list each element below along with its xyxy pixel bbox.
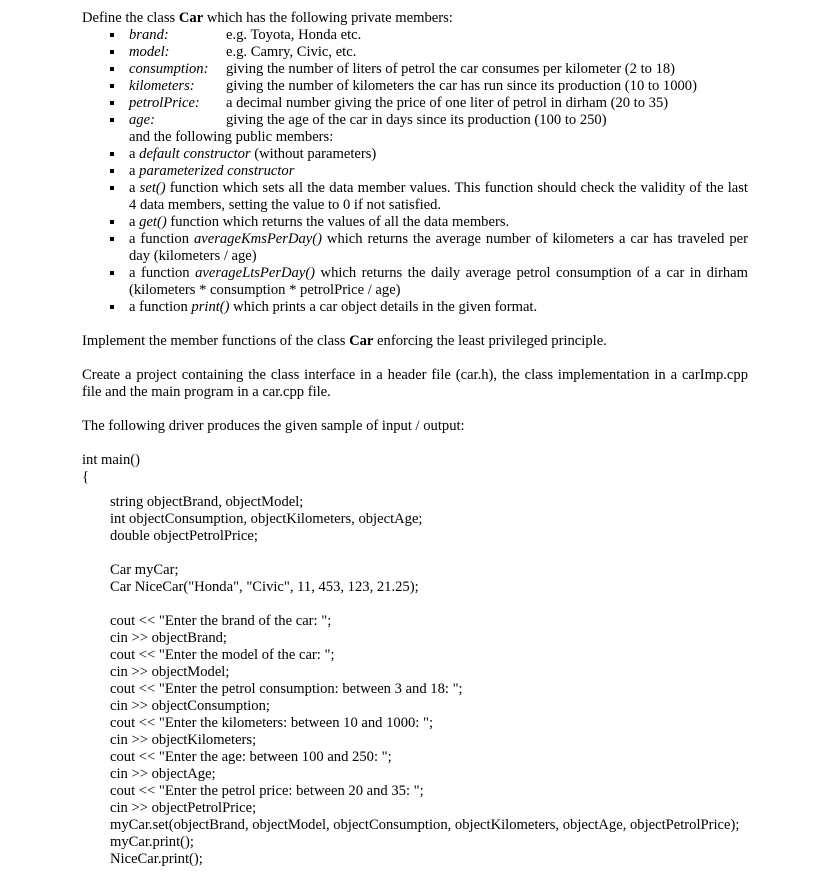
member-description: giving the number of kilometers the car has run since its production (10 to 1000) bbox=[226, 78, 697, 94]
member-name: brand: bbox=[129, 27, 169, 43]
code-line: string objectBrand, objectModel; bbox=[110, 494, 304, 510]
member-function-name: averageKmsPerDay() bbox=[193, 231, 322, 247]
public-member-item bbox=[82, 146, 748, 163]
code-declarations bbox=[82, 494, 748, 545]
member-description: giving the age of the car in days since its production (100 to 250) bbox=[226, 112, 607, 128]
code-line: cout << "Enter the petrol price: between 20 and 35: "; bbox=[110, 783, 424, 799]
private-member-item bbox=[82, 112, 748, 129]
member-text: function which returns the values of all the data members. bbox=[166, 214, 510, 230]
member-text: a bbox=[129, 214, 140, 230]
member-description: e.g. Toyota, Honda etc. bbox=[226, 27, 362, 43]
code-line: cin >> objectBrand; bbox=[110, 630, 227, 646]
code-line: cout << "Enter the model of the car: "; bbox=[110, 647, 335, 663]
code-line: NiceCar.print(); bbox=[110, 851, 203, 867]
member-text: which prints a car object details in the given format. bbox=[229, 299, 538, 315]
member-description: a decimal number giving the price of one liter of petrol in dirham (20 to 35) bbox=[226, 95, 669, 111]
member-text: function which sets all the data member values. This function should check the validity of the last 4 data members, setting the value to 0 if not satisfied. bbox=[129, 180, 748, 213]
member-description: giving the number of liters of petrol the car consumes per kilometer (2 to 18) bbox=[226, 61, 676, 77]
code-line: int objectConsumption, objectKilometers, objectAge; bbox=[110, 511, 423, 527]
class-name: Car bbox=[178, 10, 204, 26]
code-line: cin >> objectAge; bbox=[110, 766, 216, 782]
member-description: e.g. Camry, Civic, etc. bbox=[226, 44, 357, 60]
code-line: cout << "Enter the kilometers: between 10 and 1000: "; bbox=[110, 715, 434, 731]
code-line: myCar.set(objectBrand, objectModel, objectConsumption, objectKilometers, objectAge, objectPetrolPrice); bbox=[110, 817, 740, 833]
member-function-name: parameterized constructor bbox=[139, 163, 295, 179]
implement-suffix: enforcing the least privileged principle. bbox=[373, 333, 607, 349]
intro-prefix: Define the class bbox=[82, 10, 179, 26]
code-line: cin >> objectModel; bbox=[110, 664, 230, 680]
member-name: kilometers: bbox=[129, 78, 195, 94]
private-member-item bbox=[82, 61, 748, 78]
public-member-item bbox=[82, 231, 748, 265]
intro-line bbox=[82, 10, 748, 27]
public-member-item bbox=[82, 299, 748, 316]
member-text: (without parameters) bbox=[250, 146, 377, 162]
intro-suffix: which has the following private members: bbox=[203, 10, 453, 26]
member-function-name: averageLtsPerDay() bbox=[195, 265, 316, 281]
public-members-list bbox=[82, 146, 748, 316]
member-text: a function bbox=[129, 299, 192, 315]
code-main-signature: int main() bbox=[82, 452, 140, 468]
member-text: a function bbox=[129, 231, 194, 247]
code-open-brace: { bbox=[82, 469, 90, 485]
code-line: cin >> objectConsumption; bbox=[110, 698, 270, 714]
member-function-name: set() bbox=[139, 180, 166, 196]
code-line: myCar.print(); bbox=[110, 834, 194, 850]
code-line: cout << "Enter the age: between 100 and 250: "; bbox=[110, 749, 392, 765]
implement-paragraph bbox=[82, 333, 748, 350]
member-text: a bbox=[129, 180, 140, 196]
member-function-name: get() bbox=[139, 214, 167, 230]
code-line: cin >> objectPetrolPrice; bbox=[110, 800, 257, 816]
private-member-item bbox=[82, 78, 748, 95]
code-line: cin >> objectKilometers; bbox=[110, 732, 257, 748]
code-line: double objectPetrolPrice; bbox=[110, 528, 258, 544]
private-member-item bbox=[82, 95, 748, 112]
member-function-name: default constructor bbox=[139, 146, 251, 162]
code-objects bbox=[82, 562, 748, 596]
member-function-name: print() bbox=[191, 299, 230, 315]
code-io bbox=[82, 613, 748, 868]
implement-prefix: Implement the member functions of the class bbox=[82, 333, 350, 349]
private-member-item bbox=[82, 44, 748, 61]
member-name: petrolPrice: bbox=[129, 95, 200, 111]
member-text: which returns the daily average petrol consumption of a car in dirham (kilometers * consumption * petrolPrice / age) bbox=[129, 265, 748, 298]
document-page bbox=[82, 10, 748, 868]
code-block bbox=[82, 452, 748, 868]
private-member-item bbox=[82, 27, 748, 44]
implement-class-name: Car bbox=[349, 333, 374, 349]
private-members-list bbox=[82, 27, 748, 129]
code-line: Car myCar; bbox=[110, 562, 179, 578]
public-intro: and the following public members: bbox=[129, 129, 334, 145]
public-member-item bbox=[82, 163, 748, 180]
code-line: cout << "Enter the brand of the car: "; bbox=[110, 613, 332, 629]
member-text: a bbox=[129, 163, 140, 179]
member-text: a bbox=[129, 146, 140, 162]
code-line: Car NiceCar("Honda", "Civic", 11, 453, 123, 21.25); bbox=[110, 579, 419, 595]
code-line: cout << "Enter the petrol consumption: between 3 and 18: "; bbox=[110, 681, 463, 697]
public-member-item bbox=[82, 265, 748, 299]
project-paragraph: Create a project containing the class interface in a header file (car.h), the class implementation in a carImp.cpp file and the main program in a car.cpp file. bbox=[82, 367, 748, 400]
public-member-item bbox=[82, 180, 748, 214]
member-name: age: bbox=[129, 112, 155, 128]
member-name: consumption: bbox=[129, 61, 209, 77]
public-member-item bbox=[82, 214, 748, 231]
driver-paragraph: The following driver produces the given sample of input / output: bbox=[82, 418, 465, 434]
member-name: model: bbox=[129, 44, 170, 60]
member-text: a function bbox=[129, 265, 196, 281]
member-text: which returns the average number of kilometers a car has traveled per day (kilometers / age) bbox=[129, 231, 748, 264]
